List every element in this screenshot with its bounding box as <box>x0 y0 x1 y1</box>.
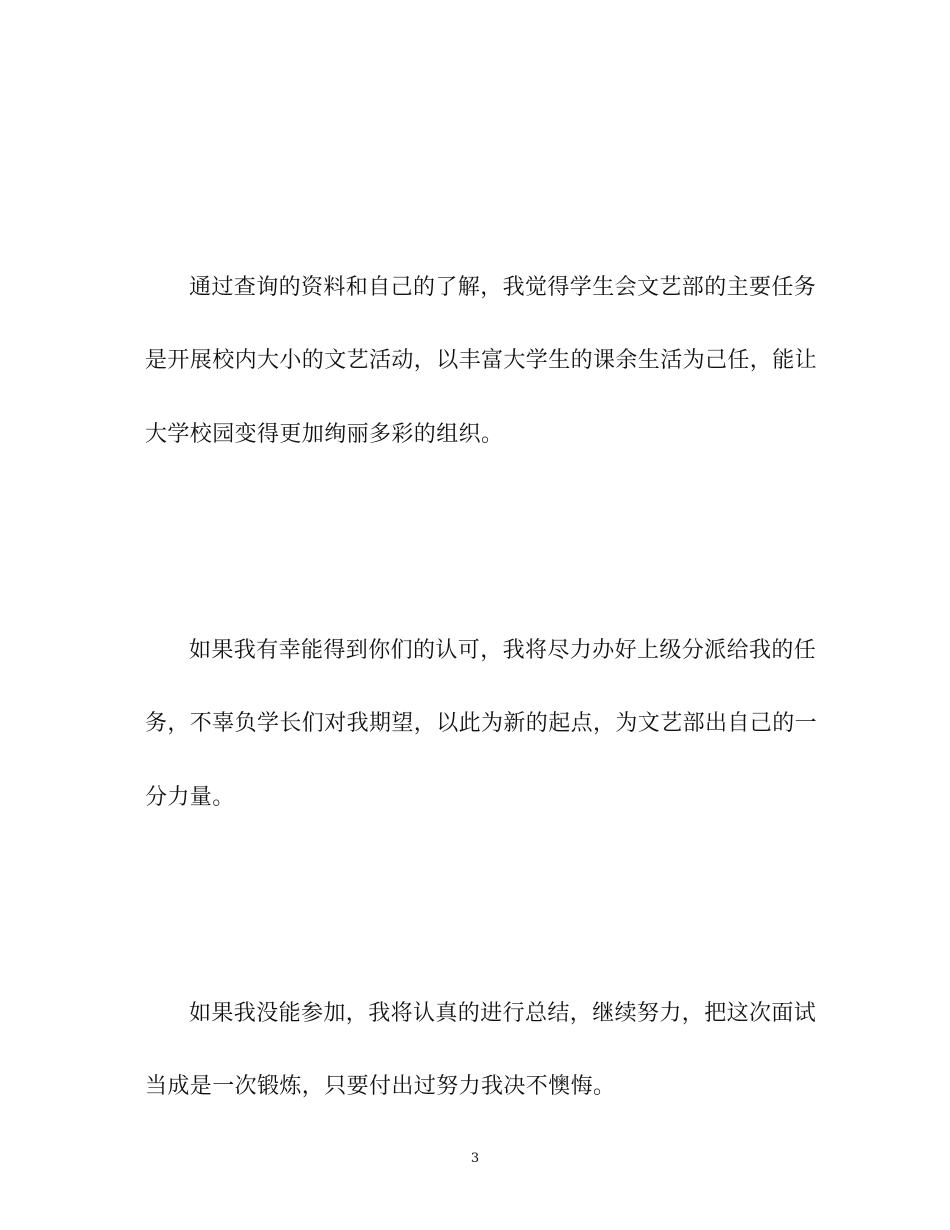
paragraph-line: 务，不辜负学长们对我期望，以此为新的起点，为文艺部出自己的一 <box>145 711 818 736</box>
paragraph-line: 大学校园变得更加绚丽多彩的组织。 <box>145 422 504 447</box>
paragraph-line: 是开展校内大小的文艺活动，以丰富大学生的课余生活为己任，能让 <box>145 348 818 373</box>
paragraph-line: 如果我有幸能得到你们的认可，我将尽力办好上级分派给我的任 <box>189 638 817 663</box>
paragraph-line: 分力量。 <box>145 785 235 810</box>
paragraph-line: 通过查询的资料和自己的了解，我觉得学生会文艺部的主要任务 <box>189 275 817 300</box>
paragraph-line: 当成是一次锻炼，只要付出过努力我决不懊悔。 <box>145 1074 616 1099</box>
paragraph-line: 如果我没能参加，我将认真的进行总结，继续努力，把这次面试 <box>189 1001 817 1026</box>
page-number: 3 <box>470 1151 480 1166</box>
